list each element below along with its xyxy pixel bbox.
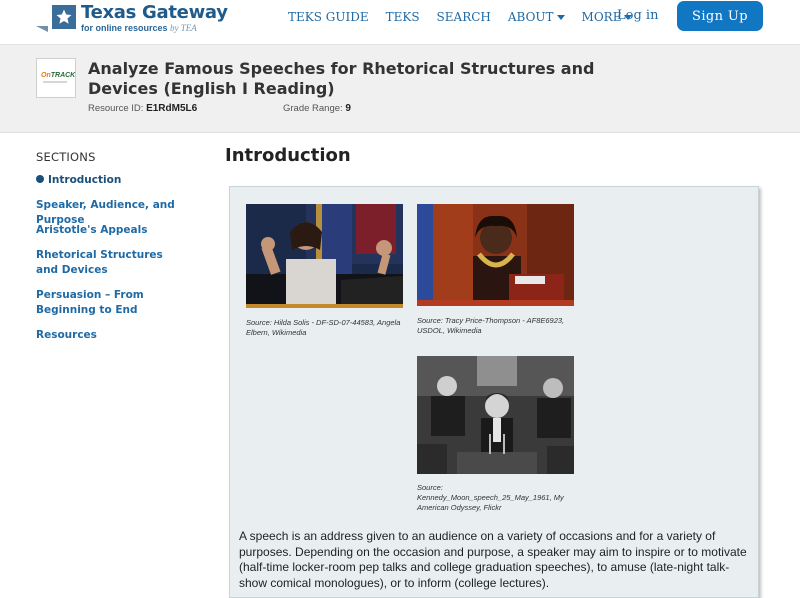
logo-by-text: by TEA xyxy=(170,23,197,33)
resource-id xyxy=(88,103,197,114)
introduction-paragraph: A speech is an address given to an audience on a variety of occasions and for a variety of purposes. Depending on the occasion and purpose, a speaker may aim to inspire or to motivate (half-time locker-room pep talks and college graduation speeches), to amuse (late-night talk-show comical monologues), or to inform (college lectures). xyxy=(239,529,747,590)
nav-label: TEKS GUIDE xyxy=(288,10,369,24)
caret-down-icon xyxy=(557,15,565,20)
resource-header xyxy=(0,45,800,133)
nav-teks-guide[interactable] xyxy=(288,9,369,25)
grade-range xyxy=(283,103,351,114)
star-icon xyxy=(52,5,76,29)
nav-search[interactable] xyxy=(437,9,491,25)
top-navigation xyxy=(0,0,800,45)
texas-gateway-logo[interactable] xyxy=(36,2,236,36)
active-dot-icon xyxy=(36,175,44,183)
logo-title: Texas Gateway xyxy=(81,2,228,23)
photo-kennedy-speech xyxy=(417,356,574,474)
nav-teks[interactable] xyxy=(386,9,420,25)
sidebar-item-resources[interactable]: Resources xyxy=(36,329,97,341)
resource-title: Analyze Famous Speeches for Rhetorical Structures and Devices (English I Reading) xyxy=(88,59,595,98)
logo-subtitle xyxy=(81,23,197,33)
sidebar-item-persuasion[interactable]: Persuasion – From Beginning to End xyxy=(36,289,144,316)
nav-label: ABOUT xyxy=(507,10,554,24)
logo-track: TRACK xyxy=(50,72,76,79)
logo-subtitle-text: for online resources xyxy=(81,23,168,33)
section-title: Introduction xyxy=(225,145,351,166)
ontrack-logo-text xyxy=(41,72,75,79)
grade-range-value: 9 xyxy=(345,103,351,114)
grade-range-label: Grade Range: xyxy=(283,103,343,114)
sidebar-item-aristotles-appeals[interactable]: Aristotle's Appeals xyxy=(36,224,148,236)
signup-button[interactable]: Sign Up xyxy=(677,1,763,31)
nav-label: TEKS xyxy=(385,10,420,24)
photo-caption: Source: Hilda Solis - DF-SD-07-44583, Angela Elbern, Wikimedia xyxy=(246,318,401,337)
resource-id-value: E1RdM5L6 xyxy=(146,103,198,114)
sections-heading: SECTIONS xyxy=(36,150,96,164)
sidebar-item-label: Introduction xyxy=(48,174,122,186)
photo-hilda-solis xyxy=(246,204,403,308)
sidebar-item-introduction[interactable] xyxy=(36,173,206,188)
nav-label: MORE xyxy=(581,10,622,24)
main-menu xyxy=(288,9,649,25)
logo-tagline-line xyxy=(43,81,67,83)
login-link[interactable]: Log in xyxy=(617,8,659,23)
photo-caption: Source: Kennedy_Moon_speech_25_May_1961, My American Odyssey, Flickr xyxy=(417,483,564,512)
logo-ribbon xyxy=(36,26,48,32)
content-panel xyxy=(229,186,759,598)
sidebar-item-rhetorical-structures[interactable]: Rhetorical Structures and Devices xyxy=(36,249,163,276)
ontrack-logo xyxy=(36,58,76,98)
nav-about-dropdown[interactable] xyxy=(508,9,565,25)
logo-on: On xyxy=(41,72,51,79)
sidebar-item-speaker-audience-purpose[interactable]: Speaker, Audience, and Purpose xyxy=(36,199,175,226)
nav-label: SEARCH xyxy=(436,10,491,24)
photo-caption: Source: Tracy Price-Thompson - AF8E6923, USDOL, Wikimedia xyxy=(417,316,565,335)
resource-id-label: Resource ID: xyxy=(88,103,144,114)
photo-tracy-price-thompson xyxy=(417,204,574,306)
